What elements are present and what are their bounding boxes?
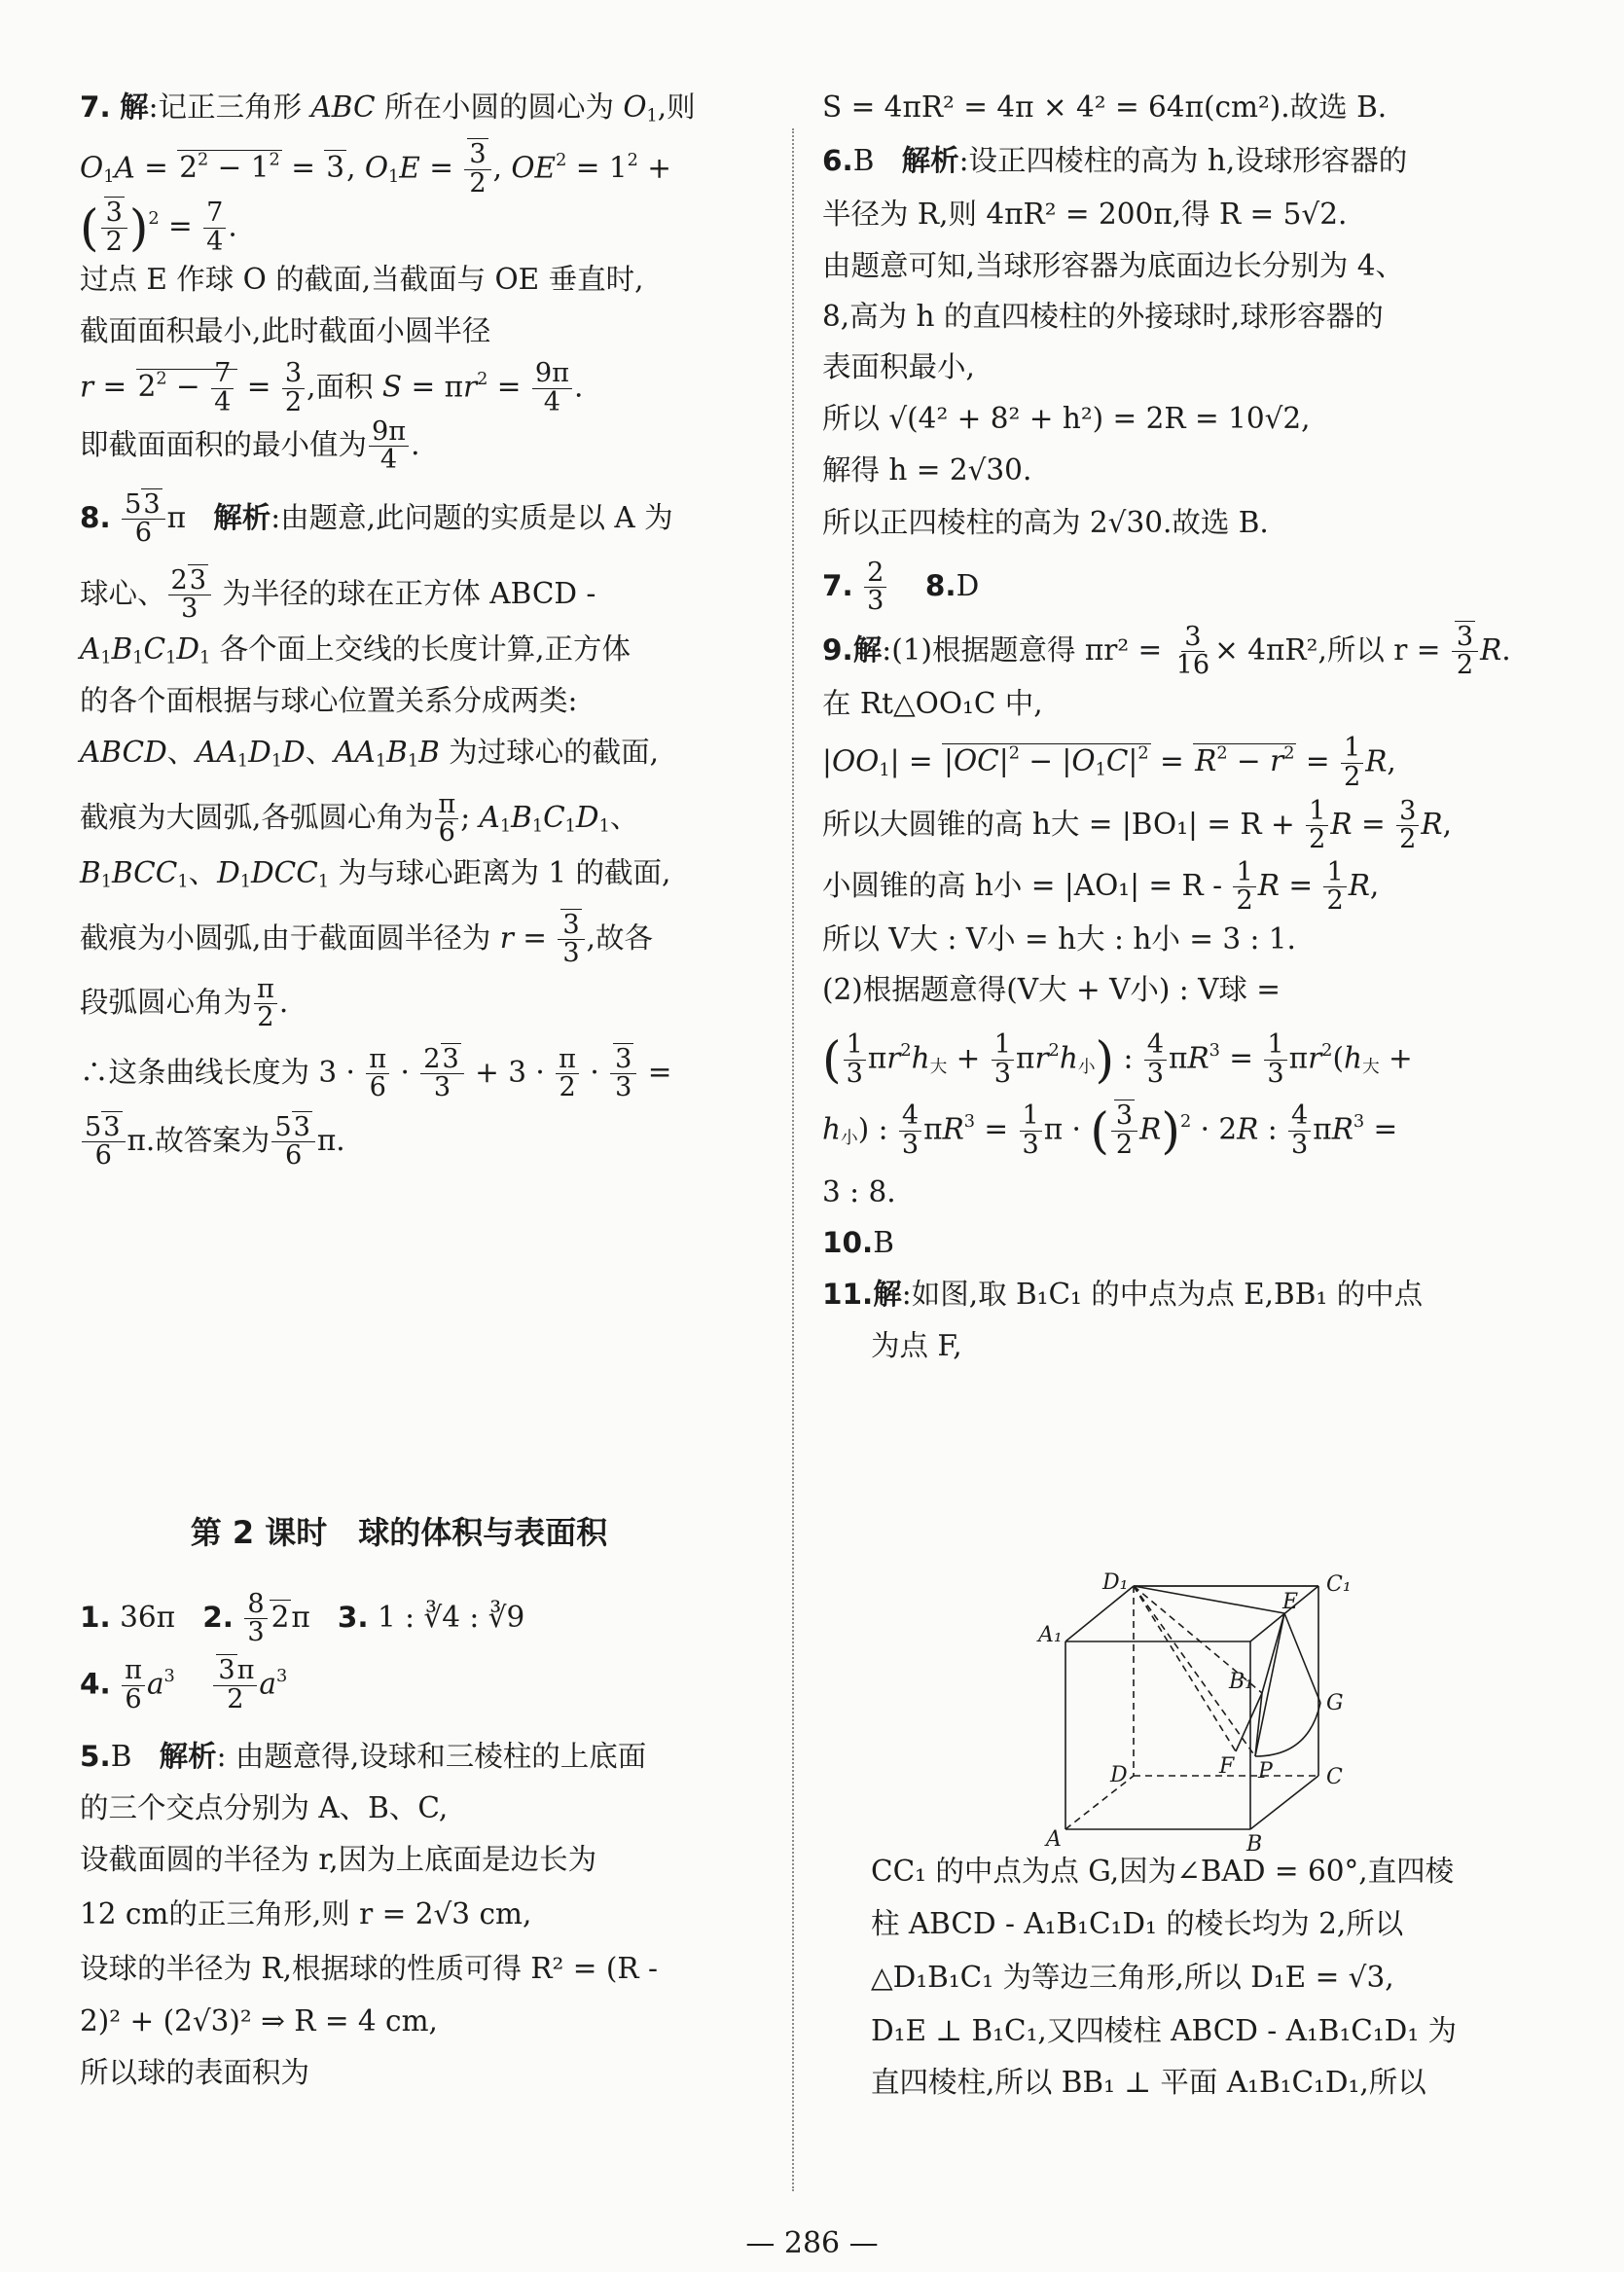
label-P: P [1258,1759,1273,1784]
answers-1-3: 1. 36π 2. $\frac{8}{3}$ 2π 3. 1 : ∛4 : ∛9 [80,1589,525,1648]
column-divider [792,128,794,2191]
q11-line-4: 柱 ABCD - A₁B₁C₁D₁ 的棱长均为 2,所以 [871,1907,1404,1940]
label-F: F [1219,1754,1235,1779]
q7-line-2: $O_1A = 2^2 - 1^2 = 3$, $O_1E$ = $\frac{3}{2}$ , $OE^2 = 1^2$ + [80,139,671,198]
q5-line-2: 的三个交点分别为 A、B、C, [80,1791,449,1824]
q7-line-1: 7. 解:记正三角形 ABC 所在小圆的圆心为 $O_1$,则 [80,90,696,126]
q9-line-7: (2)根据题意得(V大 + V小) : V球 = [822,973,1281,1006]
q11-line-3: CC₁ 的中点为点 G,因为∠BAD = 60°,直四棱 [871,1855,1455,1888]
q8-line-6: 截痕为大圆弧,各弧圆心角为 $\frac{\pi}{6}$ ; $A_1B_1C_1D_1$、 [80,789,639,848]
q11-line-7: 直四棱柱,所以 BB₁ ⊥ 平面 A₁B₁C₁D₁,所以 [871,2066,1426,2099]
q7-number: 7. [80,90,111,124]
q11-line-1: 11.解:如图,取 B₁C₁ 的中点为点 E,BB₁ 的中点 [822,1278,1424,1311]
q8-line-9: 段弧圆心角为 $\frac{\pi}{2}$ . [80,974,289,1033]
q10: 10.B [822,1226,894,1259]
q8-line-2: 球心、 $\frac{23}{3}$ 为半径的球在正方体 ABCD - [80,565,596,625]
q5-line-7: 所以球的表面积为 [80,2056,310,2089]
q9-line-1: 9.解:(1)根据题意得 πr² = $\frac{3}{16}$ × 4πR²,所以 r = $\frac{3}{2}$ R. [822,622,1511,681]
label-D1: D₁ [1102,1570,1129,1595]
q8-line-5: ABCD、$AA_1D_1D$、$AA_1B_1B$ 为过球心的截面, [80,736,660,772]
q9-line-3: $|OO_1| = |OC|^2 - |O_1C|^2 = R^2 - r^2$ = $\frac{1}{2}$ R, [822,733,1396,792]
q9-line-4: 所以大圆锥的高 h大 = |BO₁| = R + $\frac{1}{2}$ R = $\frac{3}{2}$ R, [822,796,1452,855]
q6-line-6: 所以 √(4² + 8² + h²) = 2R = 10√2, [822,402,1311,435]
q9-line-8: ( $\frac{1}{3}$ $\pi r^2h_大$ + $\frac{1}{3}$ $\pi r^2h_小$) : $\frac{4}{3}$ $\pi R^3$ = $\frac{1}{3}$ $\pi r^2(h_大$ + [822,1029,1413,1089]
label-B: B [1246,1832,1263,1857]
q8-line-7: $B_1BCC_1$、$D_1DCC_1$ 为与球心距离为 1 的截面, [80,856,671,892]
q7-line-6: $r = 2^2$ − $\frac{7}{4}$ = $\frac{3}{2}$ ,面积 $S = \pi r^2$ = $\frac{9\pi}{4}$ . [80,358,584,417]
label-C: C [1326,1765,1343,1789]
q8-line-3: $A_1B_1C_1D_1$ 各个面上交线的长度计算,正方体 [80,632,632,668]
prism-figure [1038,1570,1357,1863]
q7-line-5: 截面面积最小,此时截面小圆半径 [80,314,491,347]
q7-line-7: 即截面面积的最小值为 $\frac{9\pi}{4}$ . [80,416,420,476]
q8-line-1: 8. $\frac{53}{6}$ π 解析:由题意,此问题的实质是以 A 为 [80,489,673,549]
q9-line-2: 在 Rt△OO₁C 中, [822,687,1043,720]
label-A1: A₁ [1038,1623,1063,1647]
q8-line-10: ∴这条曲线长度为 3 · $\frac{\pi}{6}$ · $\frac{23}{3}$ + 3 · $\frac{\pi}{2}$ · $\frac{3}{3}$ = [80,1044,672,1103]
q7-line-3: ( $\frac{3}{2}$ )$^2$ = $\frac{7}{4}$ . [80,198,237,257]
label-G: G [1326,1691,1344,1715]
q8-line-11: $\frac{53}{6}$ π.故答案为 $\frac{53}{6}$ π. [80,1114,345,1171]
q5-line-4: 12 cm的正三角形,则 r = 2√3 cm, [80,1897,532,1930]
q5-continuation: S = 4πR² = 4π × 4² = 64π(cm²).故选 B. [822,90,1388,124]
q7-8-answers: 7. $\frac{2}{3}$ 8.D [822,558,980,617]
line-D1-F [1134,1586,1236,1751]
lesson-title: 第 2 课时 球的体积与表面积 [190,1514,608,1551]
q8-number: 8. [80,500,111,534]
q6-line-4: 8,高为 h 的直四棱柱的外接球时,球形容器的 [822,300,1384,333]
label-A: A [1046,1827,1062,1852]
q5-line-6: 2)² + (2√3)² ⇒ R = 4 cm, [80,2004,438,2038]
q6-line-3: 由题意可知,当球形容器为底面边长分别为 4、 [822,249,1405,282]
q11-line-6: D₁E ⊥ B₁C₁,又四棱柱 ABCD - A₁B₁C₁D₁ 为 [871,2014,1458,2047]
label-E: E [1282,1590,1299,1614]
q6-line-8: 所以正四棱柱的高为 2√30.故选 B. [822,506,1269,539]
label-B1: B₁ [1229,1670,1253,1694]
q9-line-5: 小圆锥的高 h小 = |AO₁| = R - $\frac{1}{2}$ R = $\frac{1}{2}$ R, [822,857,1380,917]
line-D1-E [1134,1586,1284,1613]
q6-line-7: 解得 h = 2√30. [822,453,1032,487]
label-D: D [1110,1763,1128,1787]
q7-line-4: 过点 E 作球 O 的截面,当截面与 OE 垂直时, [80,263,644,296]
page-number: — 286 — [745,2226,879,2260]
q5-line-1: 5.B 解析: 由题意得,设球和三棱柱的上底面 [80,1740,647,1773]
q8-line-4: 的各个面根据与球心位置关系分成两类: [80,684,578,717]
q9-line-10: 3 : 8. [822,1175,896,1208]
q7-label: 解 [120,90,149,124]
edge-B-C [1250,1776,1318,1829]
q5-line-3: 设截面圆的半径为 r,因为上底面是边长为 [80,1843,597,1876]
q6-line-2: 半径为 R,则 4πR² = 200π,得 R = 5√2. [822,198,1348,231]
q5-line-5: 设球的半径为 R,根据球的性质可得 R² = (R - [80,1952,658,1985]
q11-line-2: 为点 F, [871,1329,962,1362]
answer-4: 4. $\frac{\pi}{6}$ $a^3$ $\frac{3\pi}{2}$ $a^3$ [80,1655,288,1714]
q11-line-5: △D₁B₁C₁ 为等边三角形,所以 D₁E = √3, [871,1961,1394,1994]
label-C1: C₁ [1326,1572,1352,1597]
q6-line-5: 表面积最小, [822,350,975,383]
q8-line-8: 截痕为小圆弧,由于截面圆半径为 r = $\frac{3}{3}$ ,故各 [80,910,654,969]
q9-line-6: 所以 V大 : V小 = h大 : h小 = 3 : 1. [822,922,1296,956]
q6-line-1: 6.B 解析:设正四棱柱的高为 h,设球形容器的 [822,144,1408,177]
q9-line-9: $h_小$) : $\frac{4}{3}$ $\pi R^3$ = $\frac{1}{3}$ π · ( $\frac{3}{2}$ R)$^2$ · 2R : $\frac{4}{3}$ $\pi R^3$ = [822,1100,1398,1160]
